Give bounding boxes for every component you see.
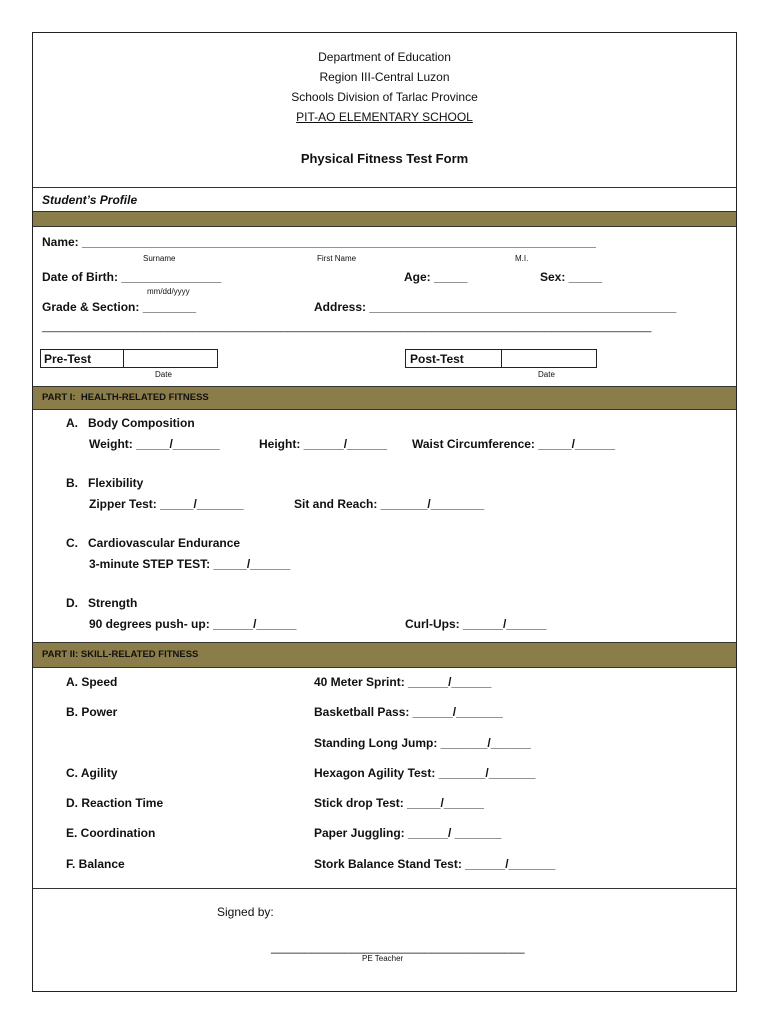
pre-test-date-label: Date: [155, 370, 172, 379]
stork-balance-field: Stork Balance Stand Test: ______/_______: [314, 857, 556, 871]
first-name-label: First Name: [317, 254, 357, 263]
grade-section-field: Grade & Section: ________: [42, 300, 197, 314]
agility-label: C. Agility: [66, 766, 118, 780]
paper-juggling-field: Paper Juggling: ______/ _______: [314, 826, 502, 840]
sprint-field: 40 Meter Sprint: ______/______: [314, 675, 492, 689]
power-label: B. Power: [66, 705, 118, 719]
signed-by-label: Signed by:: [217, 905, 274, 919]
hexagon-test-field: Hexagon Agility Test: _______/_______: [314, 766, 536, 780]
form-title: Physical Fitness Test Form: [300, 151, 469, 166]
sit-and-reach-field: Sit and Reach: _______/________: [294, 497, 485, 511]
weight-field: Weight: _____/_______: [89, 437, 220, 451]
profile-band: [33, 211, 736, 227]
basketball-pass-field: Basketball Pass: ______/_______: [314, 705, 503, 719]
body-composition-title: A. Body Composition: [66, 416, 195, 430]
coordination-label: E. Coordination: [66, 826, 156, 840]
region-line: Region III-Central Luzon: [319, 70, 450, 84]
reaction-time-label: D. Reaction Time: [66, 796, 164, 810]
flexibility-title: B. Flexibility: [66, 476, 144, 490]
part2-heading: PART II: SKILL-RELATED FITNESS: [42, 649, 199, 660]
post-test-box: [405, 349, 597, 368]
divider: [33, 888, 736, 889]
pre-test-label: Pre-Test: [44, 352, 92, 366]
cardio-title: C. Cardiovascular Endurance: [66, 536, 241, 550]
profile-section-label: Student’s Profile: [42, 193, 138, 207]
waist-field: Waist Circumference: _____/______: [412, 437, 616, 451]
balance-label: F. Balance: [66, 857, 125, 871]
post-test-label: Post-Test: [410, 352, 464, 366]
part2-band: [33, 642, 736, 668]
strength-title: D. Strength: [66, 596, 138, 610]
department-line: Department of Education: [318, 50, 451, 64]
school-name: PIT-AO ELEMENTARY SCHOOL: [296, 110, 473, 124]
stick-drop-field: Stick drop Test: _____/______: [314, 796, 484, 810]
speed-label: A. Speed: [66, 675, 118, 689]
step-test-field: 3-minute STEP TEST: _____/______: [89, 557, 291, 571]
signature-line: ______________________________________: [271, 940, 525, 954]
age-field: Age: _____: [404, 270, 468, 284]
name-field: Name: _____________________________________________________________________________: [42, 235, 596, 249]
dob-format-label: mm/dd/yyyy: [147, 287, 190, 296]
division-line: Schools Division of Tarlac Province: [291, 90, 478, 104]
pre-test-box: [40, 349, 218, 368]
long-jump-field: Standing Long Jump: _______/______: [314, 736, 531, 750]
address-line-2: _________________________________________________________________________________________________: [42, 321, 652, 333]
fitness-test-form: [32, 32, 737, 992]
mi-label: M.I.: [515, 254, 529, 263]
zipper-test-field: Zipper Test: _____/_______: [89, 497, 244, 511]
address-field: Address: ______________________________________________: [314, 300, 677, 314]
push-up-field: 90 degrees push- up: ______/______: [89, 617, 297, 631]
sex-field: Sex: _____: [540, 270, 603, 284]
part1-heading: PART I: HEALTH-RELATED FITNESS: [42, 392, 209, 403]
divider: [33, 187, 736, 188]
part1-band: [33, 386, 736, 410]
pe-teacher-label: PE Teacher: [362, 954, 404, 963]
height-field: Height: ______/______: [259, 437, 388, 451]
surname-label: Surname: [143, 254, 176, 263]
dob-field: Date of Birth: _______________: [42, 270, 222, 284]
curl-ups-field: Curl-Ups: ______/______: [405, 617, 547, 631]
post-test-date-label: Date: [538, 370, 555, 379]
